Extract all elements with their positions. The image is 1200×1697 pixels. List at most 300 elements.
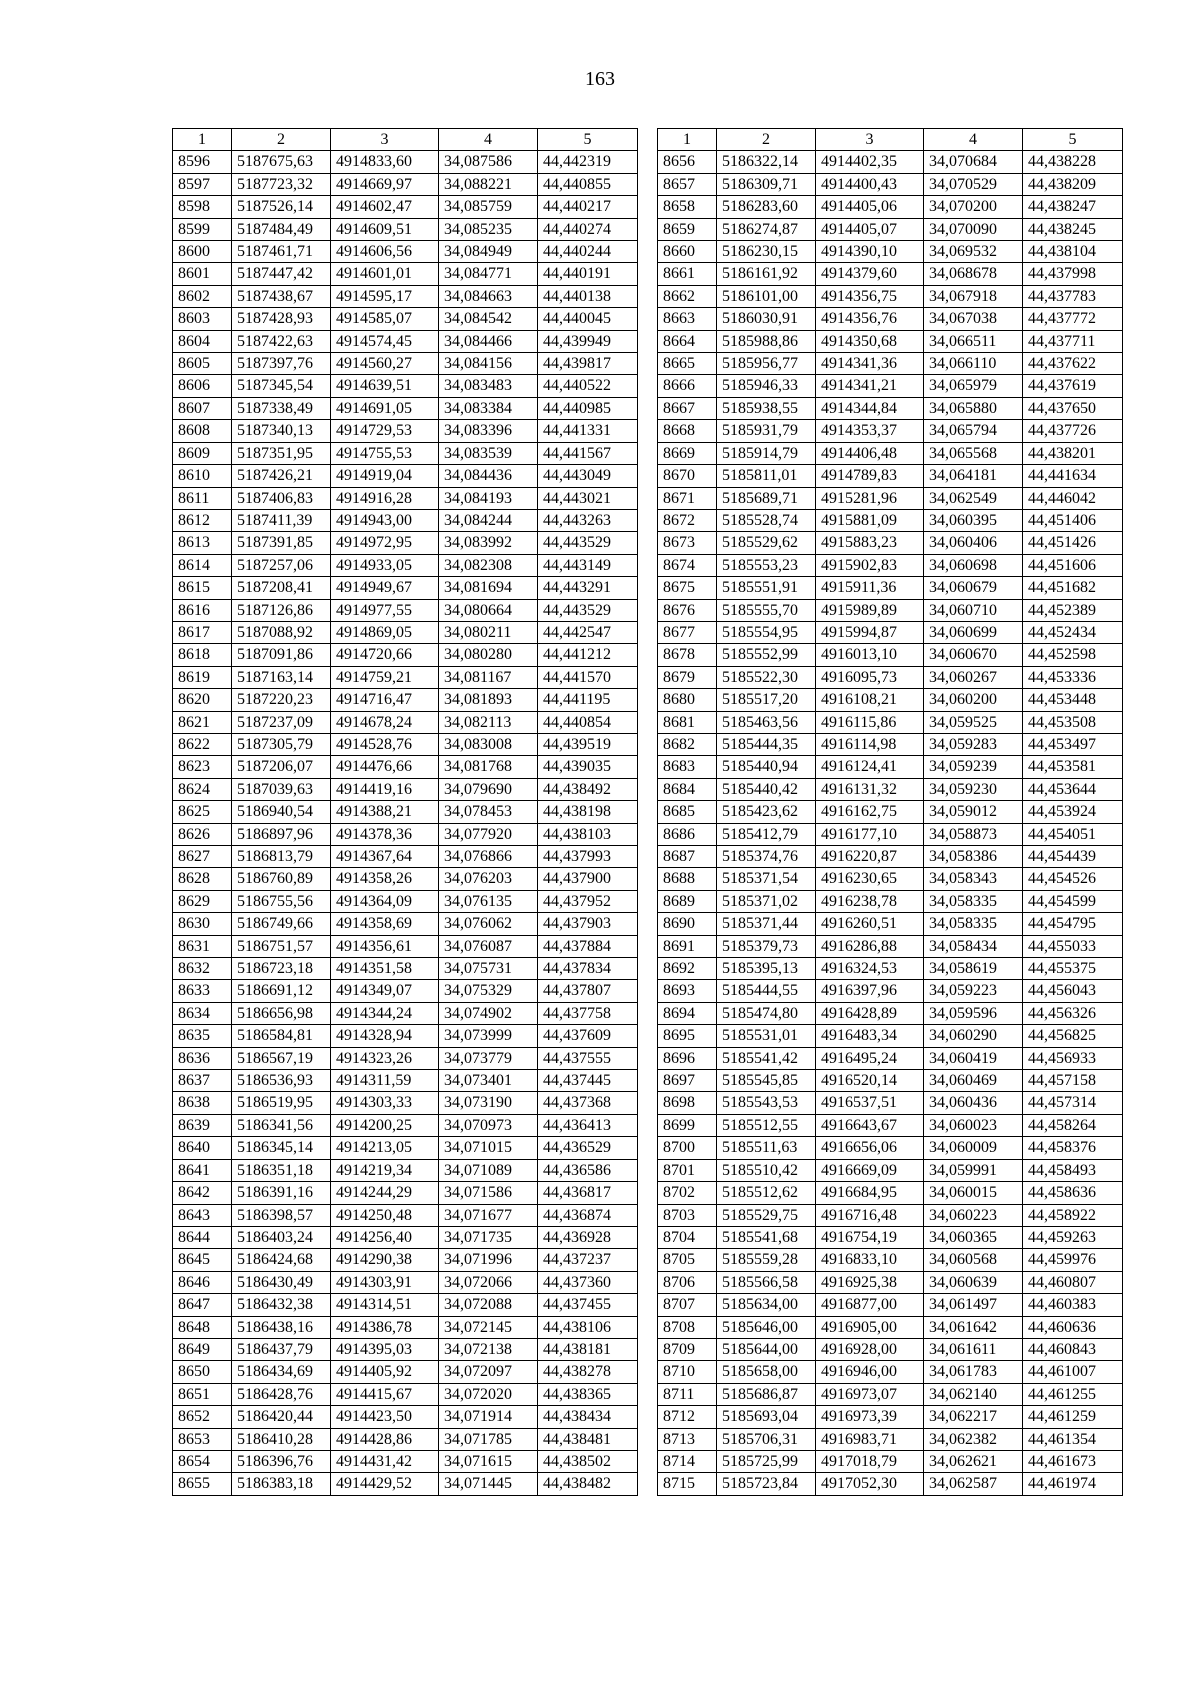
latitude-cell: 44,437903 xyxy=(538,913,638,935)
x-coordinate-cell: 5185543,53 xyxy=(717,1092,816,1114)
latitude-cell: 44,452598 xyxy=(1023,644,1123,666)
point-number-cell: 8659 xyxy=(658,218,717,240)
point-number-cell: 8696 xyxy=(658,1047,717,1069)
latitude-cell: 44,452434 xyxy=(1023,621,1123,643)
point-number-cell: 8607 xyxy=(173,397,232,419)
x-coordinate-cell: 5186396,76 xyxy=(232,1450,331,1472)
y-coordinate-cell: 4914303,91 xyxy=(331,1271,439,1293)
longitude-cell: 34,061611 xyxy=(924,1338,1023,1360)
table-row xyxy=(658,711,1123,733)
x-coordinate-cell: 5186410,28 xyxy=(232,1428,331,1450)
point-number-cell: 8646 xyxy=(173,1271,232,1293)
point-number-cell: 8625 xyxy=(173,801,232,823)
table-row xyxy=(658,666,1123,688)
y-coordinate-cell: 4914405,06 xyxy=(816,196,924,218)
longitude-cell: 34,070090 xyxy=(924,218,1023,240)
x-coordinate-cell: 5187351,95 xyxy=(232,442,331,464)
y-coordinate-cell: 4914256,40 xyxy=(331,1226,439,1248)
table-row xyxy=(658,621,1123,643)
point-number-cell: 8688 xyxy=(658,868,717,890)
y-coordinate-cell: 4916260,51 xyxy=(816,913,924,935)
longitude-cell: 34,084771 xyxy=(439,263,538,285)
point-number-cell: 8628 xyxy=(173,868,232,890)
latitude-cell: 44,461673 xyxy=(1023,1450,1123,1472)
point-number-cell: 8610 xyxy=(173,465,232,487)
y-coordinate-cell: 4914720,66 xyxy=(331,644,439,666)
y-coordinate-cell: 4914341,21 xyxy=(816,375,924,397)
latitude-cell: 44,437998 xyxy=(1023,263,1123,285)
longitude-cell: 34,087586 xyxy=(439,151,538,173)
longitude-cell: 34,071735 xyxy=(439,1226,538,1248)
x-coordinate-cell: 5185474,80 xyxy=(717,1002,816,1024)
table-row xyxy=(173,1294,638,1316)
point-number-cell: 8710 xyxy=(658,1361,717,1383)
x-coordinate-cell: 5186403,24 xyxy=(232,1226,331,1248)
latitude-cell: 44,437952 xyxy=(538,890,638,912)
y-coordinate-cell: 4914759,21 xyxy=(331,666,439,688)
longitude-cell: 34,060406 xyxy=(924,532,1023,554)
point-number-cell: 8648 xyxy=(173,1316,232,1338)
x-coordinate-cell: 5186428,76 xyxy=(232,1383,331,1405)
table-row xyxy=(658,397,1123,419)
point-number-cell: 8698 xyxy=(658,1092,717,1114)
y-coordinate-cell: 4916643,67 xyxy=(816,1114,924,1136)
x-coordinate-cell: 5185512,62 xyxy=(717,1182,816,1204)
latitude-cell: 44,457158 xyxy=(1023,1070,1123,1092)
latitude-cell: 44,453581 xyxy=(1023,756,1123,778)
point-number-cell: 8606 xyxy=(173,375,232,397)
longitude-cell: 34,084542 xyxy=(439,308,538,330)
y-coordinate-cell: 4916286,88 xyxy=(816,935,924,957)
point-number-cell: 8687 xyxy=(658,846,717,868)
longitude-cell: 34,082308 xyxy=(439,554,538,576)
x-coordinate-cell: 5187338,49 xyxy=(232,397,331,419)
table-row xyxy=(173,778,638,800)
latitude-cell: 44,438365 xyxy=(538,1383,638,1405)
x-coordinate-cell: 5186656,98 xyxy=(232,1002,331,1024)
point-number-cell: 8686 xyxy=(658,823,717,845)
y-coordinate-cell: 4914691,05 xyxy=(331,397,439,419)
point-number-cell: 8700 xyxy=(658,1137,717,1159)
table-row xyxy=(173,196,638,218)
y-coordinate-cell: 4916177,10 xyxy=(816,823,924,845)
latitude-cell: 44,454599 xyxy=(1023,890,1123,912)
point-number-cell: 8614 xyxy=(173,554,232,576)
y-coordinate-cell: 4914323,26 xyxy=(331,1047,439,1069)
latitude-cell: 44,437726 xyxy=(1023,420,1123,442)
longitude-cell: 34,062549 xyxy=(924,487,1023,509)
longitude-cell: 34,073401 xyxy=(439,1070,538,1092)
longitude-cell: 34,067038 xyxy=(924,308,1023,330)
y-coordinate-cell: 4914388,21 xyxy=(331,801,439,823)
x-coordinate-cell: 5186161,92 xyxy=(717,263,816,285)
latitude-cell: 44,441331 xyxy=(538,420,638,442)
y-coordinate-cell: 4914400,43 xyxy=(816,173,924,195)
longitude-cell: 34,060015 xyxy=(924,1182,1023,1204)
table-row xyxy=(173,711,638,733)
y-coordinate-cell: 4916324,53 xyxy=(816,958,924,980)
x-coordinate-cell: 5187088,92 xyxy=(232,621,331,643)
x-coordinate-cell: 5187397,76 xyxy=(232,353,331,375)
point-number-cell: 8667 xyxy=(658,397,717,419)
x-coordinate-cell: 5186432,38 xyxy=(232,1294,331,1316)
latitude-cell: 44,436817 xyxy=(538,1182,638,1204)
latitude-cell: 44,438106 xyxy=(538,1316,638,1338)
x-coordinate-cell: 5187422,63 xyxy=(232,330,331,352)
longitude-cell: 34,062587 xyxy=(924,1473,1023,1495)
x-coordinate-cell: 5186897,96 xyxy=(232,823,331,845)
point-number-cell: 8711 xyxy=(658,1383,717,1405)
table-row xyxy=(173,263,638,285)
table-row xyxy=(173,1428,638,1450)
table-row xyxy=(173,487,638,509)
point-number-cell: 8631 xyxy=(173,935,232,957)
latitude-cell: 44,453336 xyxy=(1023,666,1123,688)
table-row xyxy=(658,285,1123,307)
latitude-cell: 44,440217 xyxy=(538,196,638,218)
longitude-cell: 34,083396 xyxy=(439,420,538,442)
latitude-cell: 44,461007 xyxy=(1023,1361,1123,1383)
point-number-cell: 8635 xyxy=(173,1025,232,1047)
latitude-cell: 44,437368 xyxy=(538,1092,638,1114)
longitude-cell: 34,058335 xyxy=(924,890,1023,912)
table-row xyxy=(173,1002,638,1024)
point-number-cell: 8673 xyxy=(658,532,717,554)
latitude-cell: 44,459263 xyxy=(1023,1226,1123,1248)
point-number-cell: 8658 xyxy=(658,196,717,218)
point-number-cell: 8715 xyxy=(658,1473,717,1495)
table-row xyxy=(173,1383,638,1405)
longitude-cell: 34,060290 xyxy=(924,1025,1023,1047)
table-row xyxy=(658,868,1123,890)
longitude-cell: 34,060365 xyxy=(924,1226,1023,1248)
x-coordinate-cell: 5187723,32 xyxy=(232,173,331,195)
y-coordinate-cell: 4916230,65 xyxy=(816,868,924,890)
y-coordinate-cell: 4914364,09 xyxy=(331,890,439,912)
x-coordinate-cell: 5185693,04 xyxy=(717,1406,816,1428)
point-number-cell: 8622 xyxy=(173,733,232,755)
point-number-cell: 8665 xyxy=(658,353,717,375)
longitude-cell: 34,058386 xyxy=(924,846,1023,868)
table-row xyxy=(173,577,638,599)
latitude-cell: 44,437360 xyxy=(538,1271,638,1293)
x-coordinate-cell: 5186383,18 xyxy=(232,1473,331,1495)
y-coordinate-cell: 4914933,05 xyxy=(331,554,439,576)
longitude-cell: 34,076087 xyxy=(439,935,538,957)
longitude-cell: 34,060395 xyxy=(924,509,1023,531)
point-number-cell: 8702 xyxy=(658,1182,717,1204)
table-row xyxy=(658,1271,1123,1293)
y-coordinate-cell: 4914350,68 xyxy=(816,330,924,352)
x-coordinate-cell: 5185658,00 xyxy=(717,1361,816,1383)
column-header: 3 xyxy=(816,129,924,151)
latitude-cell: 44,457314 xyxy=(1023,1092,1123,1114)
point-number-cell: 8597 xyxy=(173,173,232,195)
y-coordinate-cell: 4914219,34 xyxy=(331,1159,439,1181)
longitude-cell: 34,081167 xyxy=(439,666,538,688)
table-row xyxy=(658,1182,1123,1204)
latitude-cell: 44,451606 xyxy=(1023,554,1123,576)
x-coordinate-cell: 5185914,79 xyxy=(717,442,816,464)
y-coordinate-cell: 4914528,76 xyxy=(331,733,439,755)
table-row xyxy=(658,173,1123,195)
x-coordinate-cell: 5185946,33 xyxy=(717,375,816,397)
table-row xyxy=(658,1473,1123,1495)
longitude-cell: 34,076062 xyxy=(439,913,538,935)
latitude-cell: 44,440138 xyxy=(538,285,638,307)
point-number-cell: 8634 xyxy=(173,1002,232,1024)
y-coordinate-cell: 4914789,83 xyxy=(816,465,924,487)
table-row xyxy=(173,1047,638,1069)
y-coordinate-cell: 4914602,47 xyxy=(331,196,439,218)
point-number-cell: 8643 xyxy=(173,1204,232,1226)
longitude-cell: 34,058619 xyxy=(924,958,1023,980)
latitude-cell: 44,437900 xyxy=(538,868,638,890)
latitude-cell: 44,443529 xyxy=(538,532,638,554)
latitude-cell: 44,436529 xyxy=(538,1137,638,1159)
y-coordinate-cell: 4914869,05 xyxy=(331,621,439,643)
longitude-cell: 34,060679 xyxy=(924,577,1023,599)
column-header: 1 xyxy=(658,129,717,151)
table-row xyxy=(658,1361,1123,1383)
longitude-cell: 34,071586 xyxy=(439,1182,538,1204)
y-coordinate-cell: 4914595,17 xyxy=(331,285,439,307)
x-coordinate-cell: 5185444,55 xyxy=(717,980,816,1002)
x-coordinate-cell: 5186438,16 xyxy=(232,1316,331,1338)
column-header: 1 xyxy=(173,129,232,151)
x-coordinate-cell: 5187411,39 xyxy=(232,509,331,531)
longitude-cell: 34,081694 xyxy=(439,577,538,599)
latitude-cell: 44,443049 xyxy=(538,465,638,487)
table-row xyxy=(658,846,1123,868)
x-coordinate-cell: 5187257,06 xyxy=(232,554,331,576)
table-row xyxy=(658,487,1123,509)
latitude-cell: 44,454795 xyxy=(1023,913,1123,935)
latitude-cell: 44,456326 xyxy=(1023,1002,1123,1024)
point-number-cell: 8695 xyxy=(658,1025,717,1047)
x-coordinate-cell: 5186434,69 xyxy=(232,1361,331,1383)
table-header-row xyxy=(658,129,1123,151)
y-coordinate-cell: 4914476,66 xyxy=(331,756,439,778)
point-number-cell: 8611 xyxy=(173,487,232,509)
point-number-cell: 8616 xyxy=(173,599,232,621)
table-row xyxy=(658,1025,1123,1047)
longitude-cell: 34,080664 xyxy=(439,599,538,621)
x-coordinate-cell: 5187391,85 xyxy=(232,532,331,554)
latitude-cell: 44,440244 xyxy=(538,241,638,263)
x-coordinate-cell: 5186283,60 xyxy=(717,196,816,218)
latitude-cell: 44,458264 xyxy=(1023,1114,1123,1136)
table-row xyxy=(173,868,638,890)
y-coordinate-cell: 4914290,38 xyxy=(331,1249,439,1271)
column-header: 4 xyxy=(924,129,1023,151)
longitude-cell: 34,059991 xyxy=(924,1159,1023,1181)
longitude-cell: 34,073190 xyxy=(439,1092,538,1114)
y-coordinate-cell: 4916656,06 xyxy=(816,1137,924,1159)
table-row xyxy=(658,980,1123,1002)
point-number-cell: 8709 xyxy=(658,1338,717,1360)
x-coordinate-cell: 5185689,71 xyxy=(717,487,816,509)
latitude-cell: 44,437711 xyxy=(1023,330,1123,352)
longitude-cell: 34,066511 xyxy=(924,330,1023,352)
point-number-cell: 8598 xyxy=(173,196,232,218)
x-coordinate-cell: 5187461,71 xyxy=(232,241,331,263)
point-number-cell: 8649 xyxy=(173,1338,232,1360)
y-coordinate-cell: 4914729,53 xyxy=(331,420,439,442)
x-coordinate-cell: 5186424,68 xyxy=(232,1249,331,1271)
latitude-cell: 44,461354 xyxy=(1023,1428,1123,1450)
latitude-cell: 44,439949 xyxy=(538,330,638,352)
longitude-cell: 34,060436 xyxy=(924,1092,1023,1114)
latitude-cell: 44,443263 xyxy=(538,509,638,531)
longitude-cell: 34,062140 xyxy=(924,1383,1023,1405)
table-row xyxy=(173,980,638,1002)
x-coordinate-cell: 5187675,63 xyxy=(232,151,331,173)
x-coordinate-cell: 5186437,79 xyxy=(232,1338,331,1360)
latitude-cell: 44,438103 xyxy=(538,823,638,845)
y-coordinate-cell: 4914415,67 xyxy=(331,1383,439,1405)
x-coordinate-cell: 5185440,42 xyxy=(717,778,816,800)
x-coordinate-cell: 5186813,79 xyxy=(232,846,331,868)
y-coordinate-cell: 4914601,01 xyxy=(331,263,439,285)
x-coordinate-cell: 5186341,56 xyxy=(232,1114,331,1136)
table-row xyxy=(173,958,638,980)
x-coordinate-cell: 5186536,93 xyxy=(232,1070,331,1092)
y-coordinate-cell: 4916220,87 xyxy=(816,846,924,868)
latitude-cell: 44,460807 xyxy=(1023,1271,1123,1293)
point-number-cell: 8650 xyxy=(173,1361,232,1383)
point-number-cell: 8693 xyxy=(658,980,717,1002)
point-number-cell: 8672 xyxy=(658,509,717,531)
y-coordinate-cell: 4916397,96 xyxy=(816,980,924,1002)
longitude-cell: 34,078453 xyxy=(439,801,538,823)
x-coordinate-cell: 5186274,87 xyxy=(717,218,816,240)
y-coordinate-cell: 4915989,89 xyxy=(816,599,924,621)
latitude-cell: 44,438481 xyxy=(538,1428,638,1450)
table-row xyxy=(658,1159,1123,1181)
x-coordinate-cell: 5186309,71 xyxy=(717,173,816,195)
x-coordinate-cell: 5185379,73 xyxy=(717,935,816,957)
longitude-cell: 34,076866 xyxy=(439,846,538,868)
y-coordinate-cell: 4915994,87 xyxy=(816,621,924,643)
latitude-cell: 44,454439 xyxy=(1023,846,1123,868)
x-coordinate-cell: 5186691,12 xyxy=(232,980,331,1002)
table-row xyxy=(658,1226,1123,1248)
table-row xyxy=(173,353,638,375)
table-row xyxy=(173,666,638,688)
table-row xyxy=(173,241,638,263)
longitude-cell: 34,085759 xyxy=(439,196,538,218)
x-coordinate-cell: 5185545,85 xyxy=(717,1070,816,1092)
y-coordinate-cell: 4914395,03 xyxy=(331,1338,439,1360)
table-row xyxy=(658,241,1123,263)
table-row xyxy=(173,1025,638,1047)
x-coordinate-cell: 5185528,74 xyxy=(717,509,816,531)
x-coordinate-cell: 5185423,62 xyxy=(717,801,816,823)
latitude-cell: 44,453448 xyxy=(1023,689,1123,711)
point-number-cell: 8630 xyxy=(173,913,232,935)
x-coordinate-cell: 5185371,02 xyxy=(717,890,816,912)
point-number-cell: 8671 xyxy=(658,487,717,509)
point-number-cell: 8654 xyxy=(173,1450,232,1472)
latitude-cell: 44,438492 xyxy=(538,778,638,800)
table-row xyxy=(658,420,1123,442)
table-row xyxy=(173,1316,638,1338)
longitude-cell: 34,084663 xyxy=(439,285,538,307)
table-row xyxy=(658,1450,1123,1472)
longitude-cell: 34,060699 xyxy=(924,621,1023,643)
point-number-cell: 8703 xyxy=(658,1204,717,1226)
latitude-cell: 44,455033 xyxy=(1023,935,1123,957)
longitude-cell: 34,064181 xyxy=(924,465,1023,487)
y-coordinate-cell: 4914405,92 xyxy=(331,1361,439,1383)
table-row xyxy=(658,196,1123,218)
latitude-cell: 44,442319 xyxy=(538,151,638,173)
x-coordinate-cell: 5185551,91 xyxy=(717,577,816,599)
x-coordinate-cell: 5185956,77 xyxy=(717,353,816,375)
coordinates-table-left xyxy=(172,128,638,1496)
table-row xyxy=(658,1294,1123,1316)
longitude-cell: 34,070973 xyxy=(439,1114,538,1136)
latitude-cell: 44,437993 xyxy=(538,846,638,868)
y-coordinate-cell: 4914916,28 xyxy=(331,487,439,509)
latitude-cell: 44,437834 xyxy=(538,958,638,980)
longitude-cell: 34,060419 xyxy=(924,1047,1023,1069)
latitude-cell: 44,438181 xyxy=(538,1338,638,1360)
table-row xyxy=(173,308,638,330)
y-coordinate-cell: 4916013,10 xyxy=(816,644,924,666)
x-coordinate-cell: 5187484,49 xyxy=(232,218,331,240)
longitude-cell: 34,068678 xyxy=(924,263,1023,285)
y-coordinate-cell: 4914379,60 xyxy=(816,263,924,285)
longitude-cell: 34,072097 xyxy=(439,1361,538,1383)
longitude-cell: 34,081768 xyxy=(439,756,538,778)
x-coordinate-cell: 5185412,79 xyxy=(717,823,816,845)
latitude-cell: 44,440854 xyxy=(538,711,638,733)
longitude-cell: 34,067918 xyxy=(924,285,1023,307)
x-coordinate-cell: 5187526,14 xyxy=(232,196,331,218)
point-number-cell: 8691 xyxy=(658,935,717,957)
x-coordinate-cell: 5185988,86 xyxy=(717,330,816,352)
point-number-cell: 8632 xyxy=(173,958,232,980)
longitude-cell: 34,062382 xyxy=(924,1428,1023,1450)
point-number-cell: 8692 xyxy=(658,958,717,980)
longitude-cell: 34,076203 xyxy=(439,868,538,890)
y-coordinate-cell: 4917018,79 xyxy=(816,1450,924,1472)
latitude-cell: 44,438209 xyxy=(1023,173,1123,195)
latitude-cell: 44,441634 xyxy=(1023,465,1123,487)
longitude-cell: 34,076135 xyxy=(439,890,538,912)
latitude-cell: 44,442547 xyxy=(538,621,638,643)
table-row xyxy=(173,397,638,419)
latitude-cell: 44,456825 xyxy=(1023,1025,1123,1047)
table-row xyxy=(173,846,638,868)
longitude-cell: 34,071015 xyxy=(439,1137,538,1159)
y-coordinate-cell: 4916983,71 xyxy=(816,1428,924,1450)
table-row xyxy=(173,823,638,845)
longitude-cell: 34,070200 xyxy=(924,196,1023,218)
x-coordinate-cell: 5186723,18 xyxy=(232,958,331,980)
table-row xyxy=(658,1383,1123,1405)
x-coordinate-cell: 5185634,00 xyxy=(717,1294,816,1316)
longitude-cell: 34,071677 xyxy=(439,1204,538,1226)
y-coordinate-cell: 4916925,38 xyxy=(816,1271,924,1293)
point-number-cell: 8675 xyxy=(658,577,717,599)
y-coordinate-cell: 4914311,59 xyxy=(331,1070,439,1092)
latitude-cell: 44,436874 xyxy=(538,1204,638,1226)
latitude-cell: 44,438247 xyxy=(1023,196,1123,218)
longitude-cell: 34,084949 xyxy=(439,241,538,263)
